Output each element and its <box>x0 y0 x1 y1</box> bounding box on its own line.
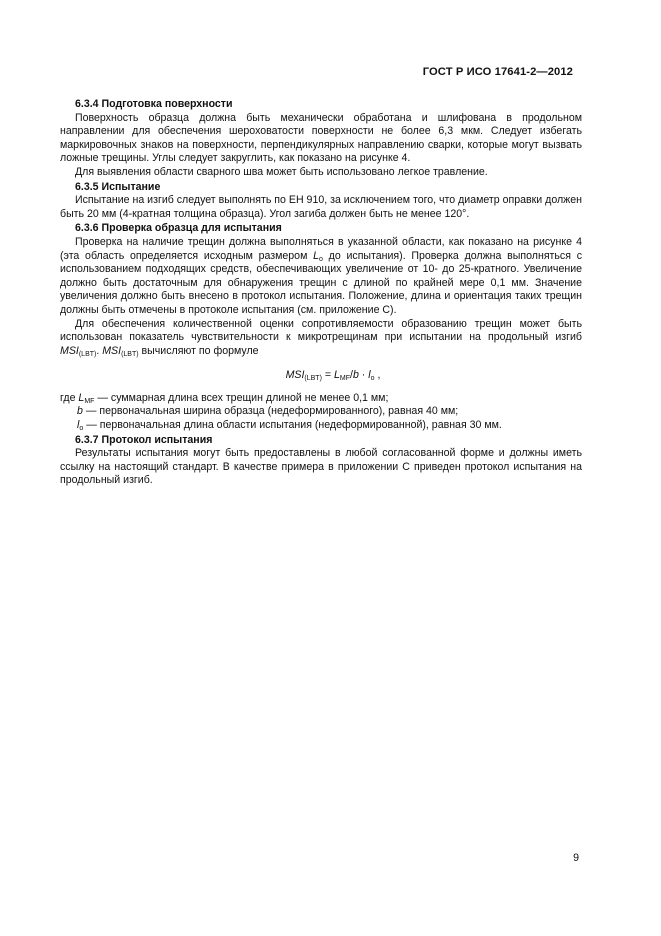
paragraph-6-3-5-1: Испытание на изгиб следует выполнять по ЕН 910, за исключением того, что диаметр оправки должен быть 20 мм (4-кратная толщина образца). Угол загиба должен быть не менее 120°. <box>60 194 582 220</box>
paragraph-6-3-4-1: Поверхность образца должна быть механически обработана и шлифована в продольном направлении для обеспечения шероховатости поверхности не более 6,3 мкм. Следует избегать маркировочных знаков на поверхности, перпендикулярных направлению сварки, которые могут вызвать ложные трещины. Углы следует закруглить, как показано на рисунке 4. <box>60 111 582 165</box>
paragraph-6-3-4-2: Для выявления области сварного шва может быть использовано легкое травление. <box>75 165 488 178</box>
heading-6-3-7: 6.3.7 Протокол испытания <box>75 433 213 446</box>
where-item-lo: $l_o$ — первоначальная длина области испытания (недеформированной), равная 30 мм. <box>77 419 502 433</box>
where-item-b: b — первоначальная ширина образца (недеформированного), равная 40 мм; <box>77 405 459 418</box>
paragraph-6-3-6-1: Проверка на наличие трещин должна выполняться в указанной области, как показано на рисунке 4 (эта область определяется исходным размером $L_o$ до испытания). Проверка должна выполняться с использованием подходящих средств, обеспечивающих увеличение от 10- до 25-кратного. Увеличение должно быть достаточным для обнаружения трещин с длиной по крайней мере 0,1 мм. Значение увеличения должно быть внесено в протокол испытания. Положение, длина и ориентация таких трещин должны быть отмечены в протоколе испытания (см. приложение С). <box>60 235 582 316</box>
where-item-lmf: где $L_{MF}$ — суммарная длина всех трещин длиной не менее 0,1 мм; <box>60 391 389 405</box>
formula-msi: $MSI_{(LBT)} = L_{MF}/b \cdot l_o$ , <box>285 369 381 383</box>
paragraph-6-3-7-1: Результаты испытания могут быть предоставлены в любой согласованной форме и должны иметь ссылку на настоящий стандарт. В качестве примера в приложении С приведен протокол испытания на продольный изгиб. <box>60 447 582 487</box>
heading-6-3-6: 6.3.6 Проверка образца для испытания <box>75 222 282 235</box>
paragraph-6-3-6-2: Для обеспечения количественной оценки сопротивляемости образованию трещин может быть использован показатель чувствительности к микротрещинам при испытании на продольный изгиб $MSI_{(LBT)}$. $MSI_{(LBT)}$ вычисляют по формуле <box>60 317 582 358</box>
document-body <box>60 97 582 488</box>
heading-6-3-4: 6.3.4 Подготовка поверхности <box>75 98 233 110</box>
standard-designation: ГОСТ Р ИСО 17641-2—2012 <box>422 66 573 78</box>
heading-6-3-5: 6.3.5 Испытание <box>75 180 161 193</box>
page-number: 9 <box>573 852 579 864</box>
